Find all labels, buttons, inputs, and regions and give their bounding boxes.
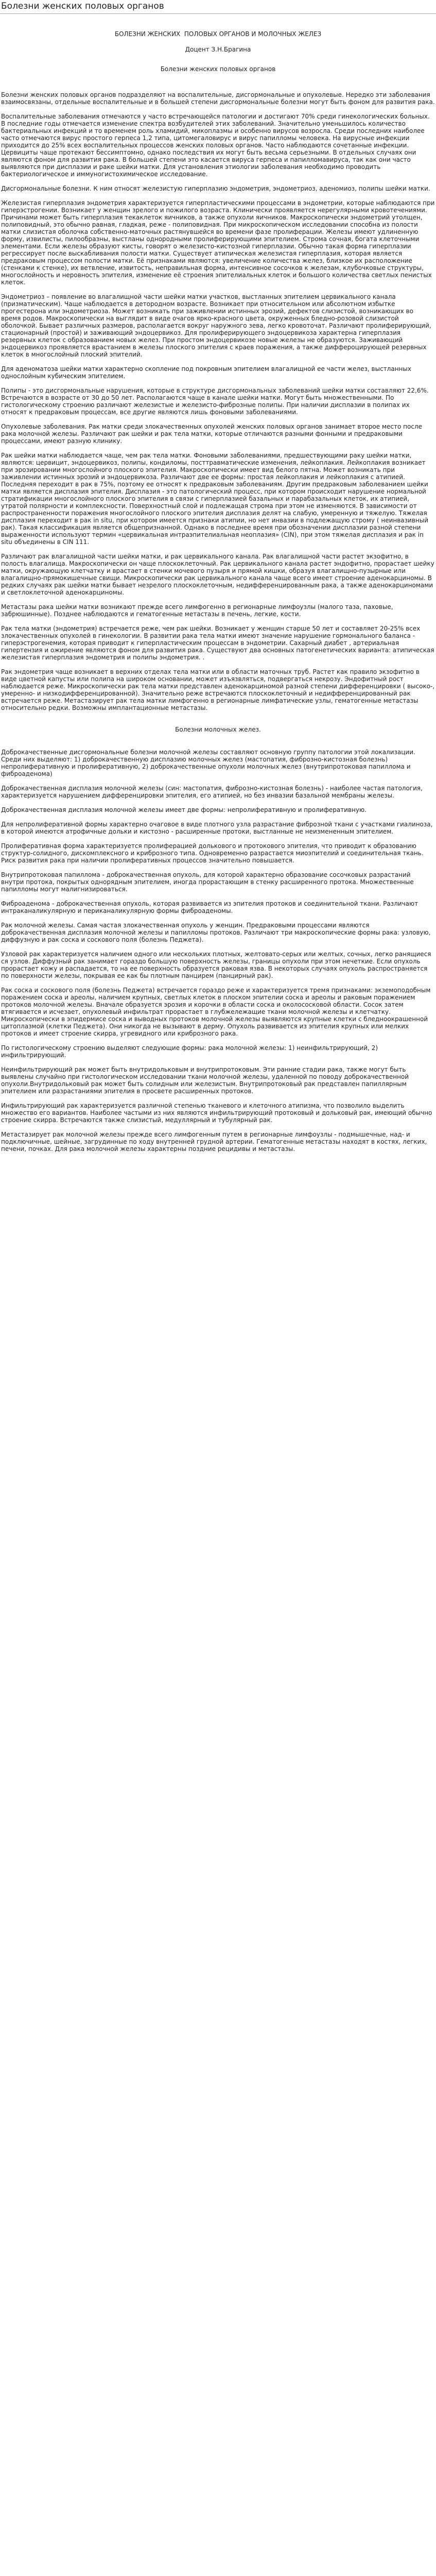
paragraph: Неинфильтрирующий рак может быть внутридольковым и внутрипротоковым. Эти ранние стадии рака, также могут быть выявлены случайно при гистологическом исследовании ткани молочной железы, удаленной по поводу доброкачественной опухоли.Внутридольковый рак может быть солидным или железистым. Внутрипротоковый рак представлен папиллярным эпителием или разрастаниями эпителия в просвете расширенных протоков.: [1, 1066, 409, 1095]
section-heading-breast: Болезни молочных желез.: [175, 726, 261, 733]
paragraph: Метастазы рака шейки матки возникают прежде всего лимфогенно в регионарные лимфоузлы (малого таза, паховые, забрюшинные). Позднее наблюдаются и гематогенные метастазы в печень, легкие, кости.: [1, 603, 393, 618]
paragraph: Доброкачественная дисплазия молочной железы имеет две формы: непролиферативную и пролиферативную.: [1, 806, 367, 814]
page-title: Болезни женских половых органов: [0, 0, 436, 14]
paragraph: Для аденоматоза шейки матки характерно скопление под покровным эпителием влагалищной ее части желез, выстланных однослойным кубическим эпителием.: [1, 365, 411, 380]
paragraph: Инфильтрирующий рак характеризуется различной степенью тканевого и клеточного атипизма, что позволило выделить множество его вариантов. Наиболее частыми из них являются инфильтрирующий протоковый и дольковый рак, имеющий обычно строение скирра. Встречаются также слизистый, медуллярный и тубулярный рак.: [1, 1102, 432, 1124]
paragraph: Полипы - это дисгормональные нарушения, которые в структуре дисгормональных заболеваний шейки матки составляют 22,6%. Встречаются в возрасте от 30 до 50 лет. Располагаются чаще в канале шейки матки. Могут быть множественными. По гистологическому строению различают железистые и железисто-фиброзные полипы. При наличии дисплазии в полипах их относят к предраковым процессам, все другие являются лишь фоновыми заболеваниями.: [1, 387, 429, 416]
paragraph: Железистая гиперплазия эндометрия характеризуется гиперпластическими процессами в эндометрии, которые наблюдаются при гиперэстрогении. Возникает у женщин зрелого и пожилого возраста. Клинически проявляется нерегулярными кровотечениями. Причинами может быть гиперплазия текаклеток яичников, а также опухоли яичников. Макроскопически эндометрий утолщен, полиповидный, это обычно равная, гладкая, реже - полиповидная. При микроскопическом исследовании способна из полости матки слизистая оболочка собственно-маточных растянувшейся во времени фазе пролиферации. Железы имеют удлиненную форму, извилисты, пилообразны, выстланы однородными пролиферирующими эпителием. Строма сочная, богата клеточными элементами. Если железы образуют кисты, говорят о железисто-кистозной гиперплазии. Обычно такая форма гиперплазии регрессирует после выскабливания полости матки. Существует атипическая железистая гиперплазия, которая является предраковым процессом полости матки. Её признаками являются: увеличение количества желез, близкое их расположение (стенками к стенке), их ветвление, извитость, неправильная форма, интенсивное сосочков к железам, клубочковые структуры, многослойность и неровность эпителия, изменение её строения эпителиальных клеток и большого количества светлых пенистых клеток.: [1, 199, 435, 286]
document-page: [0, 0, 436, 1180]
paragraph: Пролиферативная форма характеризуется пролиферацией долькового и протокового эпителия, что приводит к образованию структур-солидного, дискомплексного и криброзного типа. Одновременно разрастается миоэпителий и соединительная ткань. Риск развития рака при наличии пролиферативных процессов значительно повышается.: [1, 842, 424, 864]
author-line: Доцент З.Н.Брагина: [185, 46, 251, 53]
paragraph: Рак эндометрия чаще возникает в верхних отделах тела матки или в области маточных труб. Растет как правило экзофитно в виде цветной капусты или полипа на широком основании, может изъязвляться, подвергаться некрозу. Эндофитный рост наблюдается реже. Микроскопически рак тела матки представлен аденокарциномой разной степени дифференцировки ( высоко-, умеренно- и низкодифференцированной). Значительно реже встречаются плоскоклеточный и недифференцированный рак встречается реже. Метастазирует рак тела матки лимфогенно в регионарные лимфатические узлы, гематогенные метастазы относительно редки. Возможны имплантационные метастазы.: [1, 668, 435, 711]
paragraph: Метастазирует рак молочной железы прежде всего лимфогенным путем в регионарные лимфоузлы - подмышечные, над- и подключичные, шейные, загрудинные по ходу внутренней грудной артерии. Гематогенные метастазы находят в костях, легких, печени, почках. Для рака молочной железы характерны поздние рецидивы и метастазы.: [1, 1131, 427, 1153]
paragraph: Рак молочной железы. Самая частая злокачественная опухоль у женщин. Предраковыми процессами являются доброкачественная дисплазия молочной железы и папилломы протоков. Различают три макроскопические формы рака: узловую, диффузную и рак соска и соскового поля (болезнь Педжета).: [1, 922, 431, 943]
paragraph: Воспалительные заболевания отмечаются у часто встречающейся патологии и достигают 70% среди гинекологических больных. В последние годы отмечается изменение спектра возбудителей этих заболеваний. Значительно уменьшилось количество бактериальных инфекций и то временем роль хламидий, микоплазмы и особенно вирусов возросла. Среди последних наиболее часто отмечаются вирус простого герпеса 1,2 типа, цитомегаловирус и вирус папилломы человека. На вирусные инфекции приходится до 25% всех воспалительных процессов женских половых органов. Часто наблюдаются сочетанные инфекции. Цервициты чаще протекают бессимптомно, однако последствия их могут быть весьма серьезными. В отдельных случаях они являются фоном для развития рака. В большей степени это касается вируса герпеса и папилломавируса, так как они часто выявляются при дисплазии и раке шейки матки. Для установления этиологии заболевания необходимо проводить бактериологическое и иммуногистохимическое исследование.: [1, 113, 430, 178]
paragraph: Рак тела матки (эндометрия) встречается реже, чем рак шейки. Возникает у женщин старше 50 лет и составляет 20-25% всех злокачественных опухолей в гинекологии. В развитии рака тела матки имеют значение нарушение гормонального баланса - гиперэстрогенемия, которая приводит к гиперпластическим процессам в эндометрии. Сахарный диабет , артериальная гипертензия и ожирение являются фоном для развития рака. Существуют два основных патогенетических варианта: атипическая железистая гиперплазия эндометрия и полипы эндометрия. .: [1, 625, 434, 661]
paragraph: Опухолевые заболевания. Рак матки среди злокачественных опухолей женских половых органов занимает второе место после рака молочной железы. Различают рак шейки и рак тела матки, которые отличаются разными фонными и предраковыми процессами, имеют разную клинику.: [1, 423, 422, 445]
paragraph: Рак соска и соскового поля (болезнь Педжета) встречается гораздо реже и характеризуется тремя признаками: экземоподобным поражением соска и ареолы, наличием крупных, светлых клеток в плоском эпителии соска и ареолы и раковым поражением протоков молочной железы. Вначале образуется эрозия и корочки в области соска и околососковой области. Сосок затем втягивается и исчезает, опухолевый инфильтрат прорастает в глубжележащие ткани молочной железы и клетчатку. Микроскопически в эпидермисе соска и выводных протоков молочной железы выявляются крупные клетки с бледноокрашенной цитоплазмой (клетки Педжета). Они никогда не вызывают в дерму. Опухоль развивается из эпителия крупных или мелких протоков и имеет строение скирра, угревидного или криброзного рака.: [1, 987, 431, 1037]
paragraph: Дисгормональные болезни. К ним относят железистую гиперплазию эндометрия, эндометриоз, аденомиоз, полипы шейки матки.: [1, 185, 430, 192]
paragraph: Эндометриоз – появление во влагалищной части шейки матки участков, выстланных эпителием цервикального канала (призматическим). Чаще наблюдается в детородном возрасте. Возникает при относительном или абсолютном избытке прогестерона или эндометриоза. Может возникать при заживлении истинных эрозий, дефектов слизистой, возникающих во время родов. Макроскопически на выглядит в виде очагов ярко-красного цвета, окруженных бледно-розовой слизистой оболочкой. Бывает различных размеров, располагается вокруг наружного зева, легко кровоточат. Различают пролиферирующий, стационарный (простой) и заживающий эндоцервикоз. Для пролиферирующего эндоцервикоза характерна гиперплазия резервных клеток с образованием новых желез. При простом эндоцервикозе новые железы не образуются. Заживающий эндоцервикоз проявляется врастанием в железы плоского эпителия с краев поражения, а также диффероцирующей резервных клеток в многослойный плоский эпителий.: [1, 293, 431, 358]
document-content: [0, 14, 436, 1153]
paragraph: Узловой рак характеризуется наличием одного или нескольких плотных, желтовато-серых или желтых, сочных, легко ранящиеся ся узлов. Диффузный рак занимает гораздо большую поверхность железы, границы опухоли при этом нечеткие. Если опухоль прорастает кожу и распадается, то на ее поверхность образуется раковая язва. В некоторых случаях опухоль распространяется по поверхности железы, покрывая ее как бы плотным панцирем (панцирный рак).: [1, 951, 431, 979]
paragraph: Различают рак влагалищной части шейки матки, и рак цервикального канала. Рак влагалищной части растет экзофитно, в полость влагалища. Макроскопически он чаще плоскоклеточный. Рак цервикального канала растет эндофитно, прорастает шейку матки, окружающую клетчатку и врастает в стенки мочевого пузыря и прямой кишки, образуя влагалищно-пузырные или влагалищно-прямокишечные свищи. Микроскопически рак цервикального канала чаще всего имеет строение аденокарциномы. В редких случаях рак шейки матки бывает незрелого плоскоклеточным, недифференцированным рака, а также аденокарциномами и светлоклеточной аденокарциномы.: [1, 553, 434, 596]
paragraph: По гистологическому строению выделяют следующие формы: рака молочной железы: 1) неинфильтрирующий, 2) инфильтрирующий.: [1, 1044, 378, 1059]
document-heading: БОЛЕЗНИ ЖЕНСКИХ ПОЛОВЫХ ОРГАНОВ И МОЛОЧНЫХ ЖЕЛЕЗ: [114, 30, 322, 38]
paragraph: Внутрипротоковая папиллома - доброкачественная опухоль, для которой характерно образование сосочковых разрастаний внутри протока, покрытых однорядным эпителием, иногда прорастающим в стенку расширенного протока. Множественные папилломы могут малигнизироваться.: [1, 871, 414, 893]
paragraph: Фиброаденома - доброкачественная опухоль, которая развивается из эпителия протоков и соединительной ткани. Различают интраканаликулярную и периканаликулярную формы фиброаденомы.: [1, 900, 418, 914]
paragraph: Доброкачественные дисгормональные болезни молочной железы составляют основную группу патологии этой локализации. Среди них выделяют: 1) доброкачественную дисплазию молочных желез (мастопатия, фиброзно-кистозная болезнь) непролиферативную и пролиферативную, 2) доброкачественные опухоли молочных желез (внутрипротоковая папиллома и фиброаденома): [1, 749, 415, 777]
paragraph: Болезни женских половых органов подразделяют на воспалительные, дисгормональные и опухолевые. Нередко эти заболевания взаимосвязаны, отдельные воспалительные и в большей степени дисгормональные болезни могут быть фоном для развития рака.: [1, 91, 435, 106]
section-heading: Болезни женских половых органов: [160, 65, 276, 73]
paragraph: Для непролиферативной формы характерно очаговое в виде плотного узла разрастание фиброзной ткани с участками гиалиноза, в которой имеются атрофичные дольки и кистозно - расширенные протоки, выстланные не неизмененным эпителием.: [1, 821, 433, 835]
paragraph: Доброкачественная дисплазия молочной железы (син: мастопатия, фиброзно-кистозная болезнь) - наиболее частая патология, характеризуется нарушением дифференцировки эпителия, его атипией, но без инвазии базальной мембраны железы.: [1, 785, 423, 799]
paragraph: Рак шейки матки наблюдается чаще, чем рак тела матки. Фоновыми заболеваниями, предшествующими раку шейки матки, являются: цервицит, эндоцервикоз, полипы, кондиломы, посттравматические изменения, лейкоплакия. Лейкоплакия возникает при эрозировании многослойного плоского эпителия. Макроскопически имеет вид белого пятна. Может возникать при заживлении истинных эрозий и эндоцервикоза. Различают две ее формы: простая лейкоплакия и лейкоплакия с атипией. Последняя переходит в рак в 75%, поэтому ее относят к предраковым заболеваниям. Другим предраковым заболеванием шейки матки является дисплазия эпителия. Дисплазия - это патологический процесс, при котором происходит нарушение нормальной стратификации многослойного плоского эпителия в связи с гиперплазией базальных и парабазальных клеток, их атипией, утратой полярности и комплексности. Поверхностный слой и подлежащая строма при этом не изменяются. В зависимости от распространенности поражения многослойного плоского эпителия дисплазия делят на слабую, умеренную и тяжелую. Тяжелая дисплазия переходит в рак in situ, при котором имеется признаки атипии, но нет инвазии в подлежащую строму ( неинвазивный рак). Такая классификация является общепризнанной. Однако в последнее время при обозначении дисплазии разной степени выраженности используют термин «цервикальная интраэпителиальная неоплазия» (CIN), при этом тяжелая дисплазия и рак in situ объединены в CIN 111.: [1, 452, 429, 546]
